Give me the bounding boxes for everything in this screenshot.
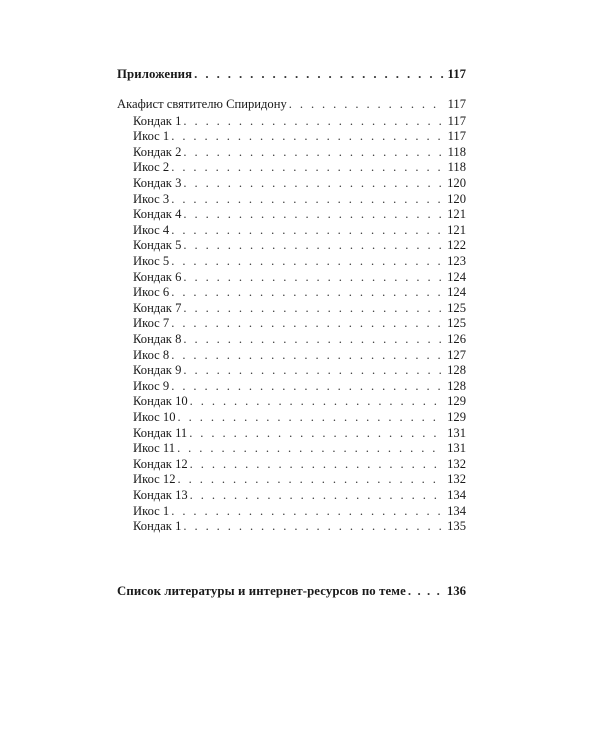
dot-leader	[289, 96, 444, 112]
toc-label: Акафист святителю Спиридону	[117, 97, 287, 111]
toc-entry	[133, 440, 466, 456]
dot-leader	[171, 253, 443, 269]
toc-page-number: 124	[447, 269, 466, 284]
toc-label: Икос 2	[133, 160, 170, 175]
toc-label: Икос 1	[133, 129, 170, 144]
dot-leader	[171, 503, 443, 519]
toc-page-number: 132	[447, 456, 466, 471]
toc-label: Кондак 3	[133, 175, 182, 190]
toc-entry	[133, 378, 466, 394]
toc-entry	[133, 159, 466, 175]
toc-label: Кондак 7	[133, 300, 182, 315]
dot-leader	[183, 269, 443, 285]
toc-label: Икос 8	[133, 347, 170, 362]
toc-page-number: 121	[447, 222, 466, 237]
toc-label: Кондак 13	[133, 487, 188, 502]
toc-entry-appendix	[117, 66, 466, 82]
toc-entry	[133, 409, 466, 425]
toc-page-number: 124	[447, 285, 466, 300]
dot-leader	[190, 487, 443, 503]
toc-label: Икос 9	[133, 378, 170, 393]
toc-page-number: 128	[447, 363, 466, 378]
toc-page-number: 131	[447, 441, 466, 456]
toc-label: Икос 10	[133, 409, 176, 424]
toc-label: Икос 11	[133, 441, 176, 456]
toc-label: Список литературы и интернет-ресурсов по теме	[117, 584, 406, 598]
toc-page-number: 129	[447, 394, 466, 409]
toc-page-number: 136	[446, 584, 466, 598]
toc-page-number: 131	[447, 425, 466, 440]
toc-entry	[133, 300, 466, 316]
dot-leader	[183, 331, 443, 347]
dot-leader	[178, 471, 444, 487]
toc-entry	[133, 284, 466, 300]
toc-page-number: 120	[447, 175, 466, 190]
dot-leader	[408, 583, 443, 599]
toc-label: Кондак 8	[133, 331, 182, 346]
toc-page-number: 117	[447, 113, 466, 128]
toc-entry	[133, 393, 466, 409]
toc-entry	[133, 237, 466, 253]
toc-page-number: 123	[447, 253, 466, 268]
toc-label: Икос 7	[133, 316, 170, 331]
toc-page-number: 135	[447, 519, 466, 534]
toc-entry	[133, 191, 466, 207]
toc-label: Кондак 10	[133, 394, 188, 409]
dot-leader	[190, 393, 443, 409]
toc-page-number: 134	[447, 487, 466, 502]
dot-leader	[171, 159, 443, 175]
toc-label: Приложения	[117, 67, 193, 81]
dot-leader	[183, 300, 443, 316]
dot-leader	[183, 175, 443, 191]
toc-entry	[133, 269, 466, 285]
toc-label: Икос 5	[133, 253, 170, 268]
toc-page-number: 126	[447, 331, 466, 346]
toc-entry	[133, 362, 466, 378]
toc-page-number: 125	[447, 316, 466, 331]
toc-entry	[133, 347, 466, 363]
toc-label: Кондак 11	[133, 425, 188, 440]
dot-leader	[183, 237, 443, 253]
dot-leader	[177, 440, 443, 456]
toc-entry	[133, 518, 466, 534]
dot-leader	[171, 222, 443, 238]
toc-entry	[133, 128, 466, 144]
toc-page-number: 129	[447, 409, 466, 424]
toc-entry	[133, 331, 466, 347]
dot-leader	[189, 425, 443, 441]
toc-page-number: 132	[447, 472, 466, 487]
toc-label: Икос 6	[133, 285, 170, 300]
toc-entry	[133, 315, 466, 331]
toc-page-number: 127	[447, 347, 466, 362]
toc-label: Икос 3	[133, 191, 170, 206]
dot-leader	[171, 284, 443, 300]
toc-entry-bibliography	[117, 583, 466, 599]
toc-entry	[133, 175, 466, 191]
toc-page-number: 122	[447, 238, 466, 253]
dot-leader	[183, 362, 443, 378]
dot-leader	[183, 144, 443, 160]
dot-leader	[178, 409, 444, 425]
dot-leader	[171, 378, 443, 394]
dot-leader	[171, 191, 443, 207]
toc-page-number: 117	[447, 129, 466, 144]
toc-page-number: 134	[447, 503, 466, 518]
toc-entry	[133, 253, 466, 269]
toc-entry	[133, 144, 466, 160]
toc-page-number: 117	[447, 67, 466, 81]
toc-label: Икос 1	[133, 503, 170, 518]
toc-label: Кондак 4	[133, 207, 182, 222]
toc-entry	[133, 425, 466, 441]
toc-page-number: 128	[447, 378, 466, 393]
toc-page-number: 125	[447, 300, 466, 315]
toc-page-number: 120	[447, 191, 466, 206]
toc-entry	[133, 222, 466, 238]
toc-entry	[133, 471, 466, 487]
toc-entry	[133, 456, 466, 472]
toc-entry	[133, 113, 466, 129]
toc-label: Кондак 1	[133, 519, 182, 534]
toc-entry	[133, 206, 466, 222]
dot-leader	[183, 518, 443, 534]
toc-label: Кондак 2	[133, 144, 182, 159]
toc-page-number: 118	[447, 160, 466, 175]
toc-page-number: 118	[447, 144, 466, 159]
dot-leader	[171, 315, 443, 331]
toc-page-number: 117	[447, 97, 466, 111]
toc-label: Кондак 1	[133, 113, 182, 128]
toc-page-number: 121	[447, 207, 466, 222]
dot-leader	[183, 206, 443, 222]
toc-label: Кондак 12	[133, 456, 188, 471]
toc-label: Икос 4	[133, 222, 170, 237]
dot-leader	[194, 66, 443, 82]
dot-leader	[183, 113, 443, 129]
toc-entry	[133, 487, 466, 503]
toc-entry	[133, 503, 466, 519]
dot-leader	[171, 347, 443, 363]
dot-leader	[171, 128, 443, 144]
toc-label: Икос 12	[133, 472, 176, 487]
toc-label: Кондак 6	[133, 269, 182, 284]
toc-entry-akathist	[117, 96, 466, 112]
toc-label: Кондак 9	[133, 363, 182, 378]
toc-label: Кондак 5	[133, 238, 182, 253]
dot-leader	[190, 456, 443, 472]
